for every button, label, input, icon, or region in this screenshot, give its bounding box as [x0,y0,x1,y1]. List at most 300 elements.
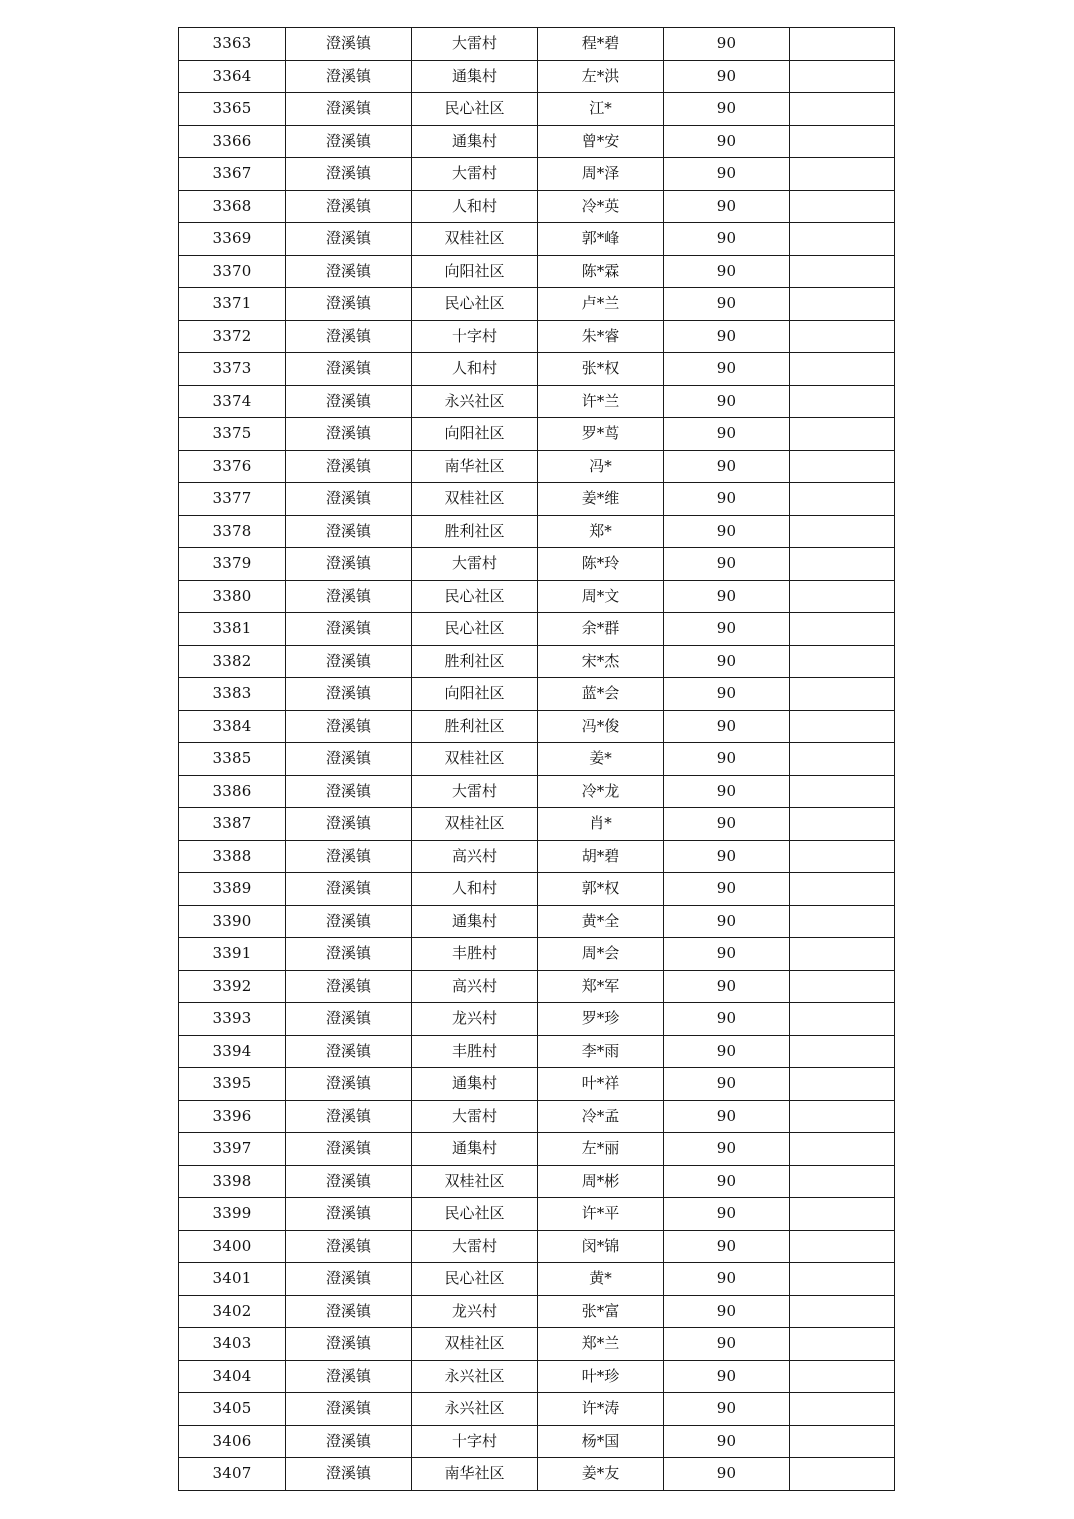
row-number-cell: 3387 [179,808,286,841]
remark-cell [790,710,895,743]
score-cell: 90 [664,1295,790,1328]
score-cell: 90 [664,190,790,223]
row-number-cell: 3383 [179,678,286,711]
remark-cell [790,743,895,776]
town-cell: 澄溪镇 [286,1425,412,1458]
remark-cell [790,483,895,516]
person-name-cell: 许*涛 [538,1393,664,1426]
village-cell: 十字村 [412,320,538,353]
remark-cell [790,1360,895,1393]
row-number-cell: 3393 [179,1003,286,1036]
person-name-cell: 左*洪 [538,60,664,93]
score-cell: 90 [664,970,790,1003]
remark-cell [790,255,895,288]
score-cell: 90 [664,1328,790,1361]
town-cell: 澄溪镇 [286,840,412,873]
village-cell: 大雷村 [412,1100,538,1133]
row-number-cell: 3402 [179,1295,286,1328]
remark-cell [790,905,895,938]
village-cell: 向阳社区 [412,255,538,288]
score-cell: 90 [664,938,790,971]
row-number-cell: 3375 [179,418,286,451]
town-cell: 澄溪镇 [286,1068,412,1101]
remark-cell [790,1198,895,1231]
village-cell: 人和村 [412,873,538,906]
score-cell: 90 [664,1100,790,1133]
table-row [179,158,895,191]
score-cell: 90 [664,353,790,386]
roster-table-body [179,28,895,1491]
score-cell: 90 [664,1003,790,1036]
village-cell: 双桂社区 [412,223,538,256]
score-cell: 90 [664,450,790,483]
person-name-cell: 张*权 [538,353,664,386]
village-cell: 双桂社区 [412,743,538,776]
town-cell: 澄溪镇 [286,223,412,256]
town-cell: 澄溪镇 [286,808,412,841]
village-cell: 通集村 [412,905,538,938]
remark-cell [790,28,895,61]
table-row [179,515,895,548]
person-name-cell: 许*平 [538,1198,664,1231]
remark-cell [790,125,895,158]
row-number-cell: 3370 [179,255,286,288]
remark-cell [790,60,895,93]
remark-cell [790,678,895,711]
remark-cell [790,93,895,126]
town-cell: 澄溪镇 [286,190,412,223]
remark-cell [790,158,895,191]
town-cell: 澄溪镇 [286,1263,412,1296]
person-name-cell: 黄* [538,1263,664,1296]
row-number-cell: 3367 [179,158,286,191]
table-row [179,1230,895,1263]
village-cell: 双桂社区 [412,1165,538,1198]
village-cell: 胜利社区 [412,515,538,548]
row-number-cell: 3382 [179,645,286,678]
score-cell: 90 [664,1133,790,1166]
table-row [179,385,895,418]
score-cell: 90 [664,1035,790,1068]
remark-cell [790,353,895,386]
remark-cell [790,580,895,613]
row-number-cell: 3377 [179,483,286,516]
person-name-cell: 冷*英 [538,190,664,223]
village-cell: 南华社区 [412,1458,538,1491]
person-name-cell: 周*文 [538,580,664,613]
table-row [179,1035,895,1068]
row-number-cell: 3368 [179,190,286,223]
score-cell: 90 [664,1068,790,1101]
score-cell: 90 [664,385,790,418]
person-name-cell: 左*丽 [538,1133,664,1166]
town-cell: 澄溪镇 [286,970,412,1003]
person-name-cell: 冯*俊 [538,710,664,743]
town-cell: 澄溪镇 [286,710,412,743]
town-cell: 澄溪镇 [286,93,412,126]
town-cell: 澄溪镇 [286,158,412,191]
remark-cell [790,613,895,646]
town-cell: 澄溪镇 [286,548,412,581]
remark-cell [790,1165,895,1198]
row-number-cell: 3378 [179,515,286,548]
table-row [179,840,895,873]
score-cell: 90 [664,580,790,613]
remark-cell [790,1458,895,1491]
table-row [179,1198,895,1231]
person-name-cell: 余*群 [538,613,664,646]
town-cell: 澄溪镇 [286,580,412,613]
remark-cell [790,840,895,873]
person-name-cell: 黄*全 [538,905,664,938]
village-cell: 民心社区 [412,613,538,646]
row-number-cell: 3401 [179,1263,286,1296]
town-cell: 澄溪镇 [286,1100,412,1133]
village-cell: 向阳社区 [412,678,538,711]
town-cell: 澄溪镇 [286,743,412,776]
person-name-cell: 张*富 [538,1295,664,1328]
remark-cell [790,1295,895,1328]
village-cell: 民心社区 [412,580,538,613]
village-cell: 高兴村 [412,970,538,1003]
town-cell: 澄溪镇 [286,1393,412,1426]
remark-cell [790,515,895,548]
row-number-cell: 3388 [179,840,286,873]
roster-table [178,27,895,1491]
score-cell: 90 [664,515,790,548]
row-number-cell: 3372 [179,320,286,353]
town-cell: 澄溪镇 [286,288,412,321]
person-name-cell: 叶*珍 [538,1360,664,1393]
town-cell: 澄溪镇 [286,255,412,288]
remark-cell [790,970,895,1003]
person-name-cell: 李*雨 [538,1035,664,1068]
person-name-cell: 许*兰 [538,385,664,418]
town-cell: 澄溪镇 [286,905,412,938]
remark-cell [790,223,895,256]
row-number-cell: 3390 [179,905,286,938]
person-name-cell: 姜*维 [538,483,664,516]
person-name-cell: 程*碧 [538,28,664,61]
village-cell: 胜利社区 [412,710,538,743]
village-cell: 大雷村 [412,775,538,808]
score-cell: 90 [664,775,790,808]
table-row [179,938,895,971]
town-cell: 澄溪镇 [286,1035,412,1068]
person-name-cell: 宋*杰 [538,645,664,678]
village-cell: 民心社区 [412,288,538,321]
person-name-cell: 杨*国 [538,1425,664,1458]
row-number-cell: 3376 [179,450,286,483]
table-row [179,93,895,126]
score-cell: 90 [664,808,790,841]
table-row [179,125,895,158]
row-number-cell: 3398 [179,1165,286,1198]
person-name-cell: 江* [538,93,664,126]
row-number-cell: 3366 [179,125,286,158]
table-row [179,418,895,451]
row-number-cell: 3380 [179,580,286,613]
person-name-cell: 姜* [538,743,664,776]
table-row [179,905,895,938]
person-name-cell: 冷*龙 [538,775,664,808]
score-cell: 90 [664,483,790,516]
table-row [179,1458,895,1491]
row-number-cell: 3405 [179,1393,286,1426]
remark-cell [790,1263,895,1296]
row-number-cell: 3371 [179,288,286,321]
town-cell: 澄溪镇 [286,645,412,678]
table-row [179,255,895,288]
town-cell: 澄溪镇 [286,450,412,483]
village-cell: 大雷村 [412,28,538,61]
table-row [179,1003,895,1036]
remark-cell [790,1425,895,1458]
score-cell: 90 [664,905,790,938]
remark-cell [790,873,895,906]
row-number-cell: 3373 [179,353,286,386]
score-cell: 90 [664,1263,790,1296]
town-cell: 澄溪镇 [286,418,412,451]
remark-cell [790,645,895,678]
remark-cell [790,775,895,808]
score-cell: 90 [664,873,790,906]
town-cell: 澄溪镇 [286,1328,412,1361]
town-cell: 澄溪镇 [286,1198,412,1231]
person-name-cell: 罗*珍 [538,1003,664,1036]
table-row [179,60,895,93]
remark-cell [790,418,895,451]
town-cell: 澄溪镇 [286,1458,412,1491]
row-number-cell: 3369 [179,223,286,256]
village-cell: 大雷村 [412,548,538,581]
row-number-cell: 3379 [179,548,286,581]
row-number-cell: 3381 [179,613,286,646]
town-cell: 澄溪镇 [286,613,412,646]
town-cell: 澄溪镇 [286,938,412,971]
town-cell: 澄溪镇 [286,1360,412,1393]
remark-cell [790,1100,895,1133]
score-cell: 90 [664,645,790,678]
village-cell: 丰胜村 [412,938,538,971]
table-row [179,743,895,776]
town-cell: 澄溪镇 [286,125,412,158]
score-cell: 90 [664,288,790,321]
row-number-cell: 3386 [179,775,286,808]
village-cell: 通集村 [412,1133,538,1166]
remark-cell [790,1035,895,1068]
score-cell: 90 [664,60,790,93]
score-cell: 90 [664,1425,790,1458]
person-name-cell: 郑* [538,515,664,548]
table-row [179,1328,895,1361]
table-row [179,1360,895,1393]
score-cell: 90 [664,223,790,256]
table-row [179,1165,895,1198]
table-row [179,190,895,223]
table-row [179,710,895,743]
town-cell: 澄溪镇 [286,385,412,418]
remark-cell [790,1133,895,1166]
person-name-cell: 冯* [538,450,664,483]
remark-cell [790,1230,895,1263]
table-row [179,1263,895,1296]
score-cell: 90 [664,613,790,646]
row-number-cell: 3389 [179,873,286,906]
table-row [179,808,895,841]
table-row [179,645,895,678]
table-row [179,970,895,1003]
person-name-cell: 郭*峰 [538,223,664,256]
person-name-cell: 郭*权 [538,873,664,906]
score-cell: 90 [664,840,790,873]
village-cell: 十字村 [412,1425,538,1458]
village-cell: 人和村 [412,353,538,386]
village-cell: 龙兴村 [412,1295,538,1328]
village-cell: 南华社区 [412,450,538,483]
person-name-cell: 叶*祥 [538,1068,664,1101]
town-cell: 澄溪镇 [286,1133,412,1166]
score-cell: 90 [664,28,790,61]
row-number-cell: 3399 [179,1198,286,1231]
score-cell: 90 [664,548,790,581]
village-cell: 民心社区 [412,93,538,126]
row-number-cell: 3364 [179,60,286,93]
score-cell: 90 [664,710,790,743]
row-number-cell: 3365 [179,93,286,126]
table-row [179,1425,895,1458]
remark-cell [790,190,895,223]
score-cell: 90 [664,93,790,126]
town-cell: 澄溪镇 [286,678,412,711]
village-cell: 向阳社区 [412,418,538,451]
row-number-cell: 3395 [179,1068,286,1101]
score-cell: 90 [664,255,790,288]
row-number-cell: 3384 [179,710,286,743]
row-number-cell: 3391 [179,938,286,971]
person-name-cell: 姜*友 [538,1458,664,1491]
town-cell: 澄溪镇 [286,1230,412,1263]
town-cell: 澄溪镇 [286,353,412,386]
person-name-cell: 肖* [538,808,664,841]
table-row [179,1295,895,1328]
remark-cell [790,1393,895,1426]
village-cell: 双桂社区 [412,808,538,841]
score-cell: 90 [664,1165,790,1198]
town-cell: 澄溪镇 [286,775,412,808]
village-cell: 大雷村 [412,158,538,191]
row-number-cell: 3396 [179,1100,286,1133]
remark-cell [790,450,895,483]
village-cell: 龙兴村 [412,1003,538,1036]
table-row [179,580,895,613]
row-number-cell: 3385 [179,743,286,776]
remark-cell [790,288,895,321]
person-name-cell: 朱*睿 [538,320,664,353]
person-name-cell: 冷*孟 [538,1100,664,1133]
table-row [179,483,895,516]
row-number-cell: 3403 [179,1328,286,1361]
town-cell: 澄溪镇 [286,60,412,93]
person-name-cell: 胡*碧 [538,840,664,873]
table-row [179,1068,895,1101]
village-cell: 人和村 [412,190,538,223]
person-name-cell: 罗*茑 [538,418,664,451]
remark-cell [790,320,895,353]
row-number-cell: 3400 [179,1230,286,1263]
table-row [179,1393,895,1426]
table-row [179,450,895,483]
score-cell: 90 [664,678,790,711]
row-number-cell: 3397 [179,1133,286,1166]
village-cell: 大雷村 [412,1230,538,1263]
score-cell: 90 [664,1198,790,1231]
person-name-cell: 陈*霖 [538,255,664,288]
remark-cell [790,1328,895,1361]
person-name-cell: 郑*兰 [538,1328,664,1361]
score-cell: 90 [664,1393,790,1426]
village-cell: 高兴村 [412,840,538,873]
remark-cell [790,548,895,581]
remark-cell [790,385,895,418]
town-cell: 澄溪镇 [286,483,412,516]
person-name-cell: 陈*玲 [538,548,664,581]
town-cell: 澄溪镇 [286,1165,412,1198]
person-name-cell: 周*泽 [538,158,664,191]
person-name-cell: 周*会 [538,938,664,971]
table-row [179,320,895,353]
table-row [179,223,895,256]
village-cell: 通集村 [412,125,538,158]
score-cell: 90 [664,158,790,191]
table-row [179,1100,895,1133]
village-cell: 通集村 [412,60,538,93]
row-number-cell: 3407 [179,1458,286,1491]
row-number-cell: 3404 [179,1360,286,1393]
village-cell: 永兴社区 [412,1360,538,1393]
remark-cell [790,1068,895,1101]
village-cell: 胜利社区 [412,645,538,678]
village-cell: 双桂社区 [412,1328,538,1361]
town-cell: 澄溪镇 [286,1295,412,1328]
village-cell: 双桂社区 [412,483,538,516]
table-row [179,678,895,711]
row-number-cell: 3392 [179,970,286,1003]
person-name-cell: 郑*军 [538,970,664,1003]
village-cell: 永兴社区 [412,1393,538,1426]
person-name-cell: 闵*锦 [538,1230,664,1263]
town-cell: 澄溪镇 [286,515,412,548]
score-cell: 90 [664,1230,790,1263]
score-cell: 90 [664,125,790,158]
score-cell: 90 [664,1458,790,1491]
village-cell: 通集村 [412,1068,538,1101]
table-row [179,873,895,906]
score-cell: 90 [664,1360,790,1393]
table-row [179,1133,895,1166]
remark-cell [790,1003,895,1036]
row-number-cell: 3363 [179,28,286,61]
table-row [179,28,895,61]
village-cell: 丰胜村 [412,1035,538,1068]
score-cell: 90 [664,418,790,451]
town-cell: 澄溪镇 [286,1003,412,1036]
town-cell: 澄溪镇 [286,320,412,353]
village-cell: 永兴社区 [412,385,538,418]
table-row [179,288,895,321]
remark-cell [790,808,895,841]
town-cell: 澄溪镇 [286,28,412,61]
